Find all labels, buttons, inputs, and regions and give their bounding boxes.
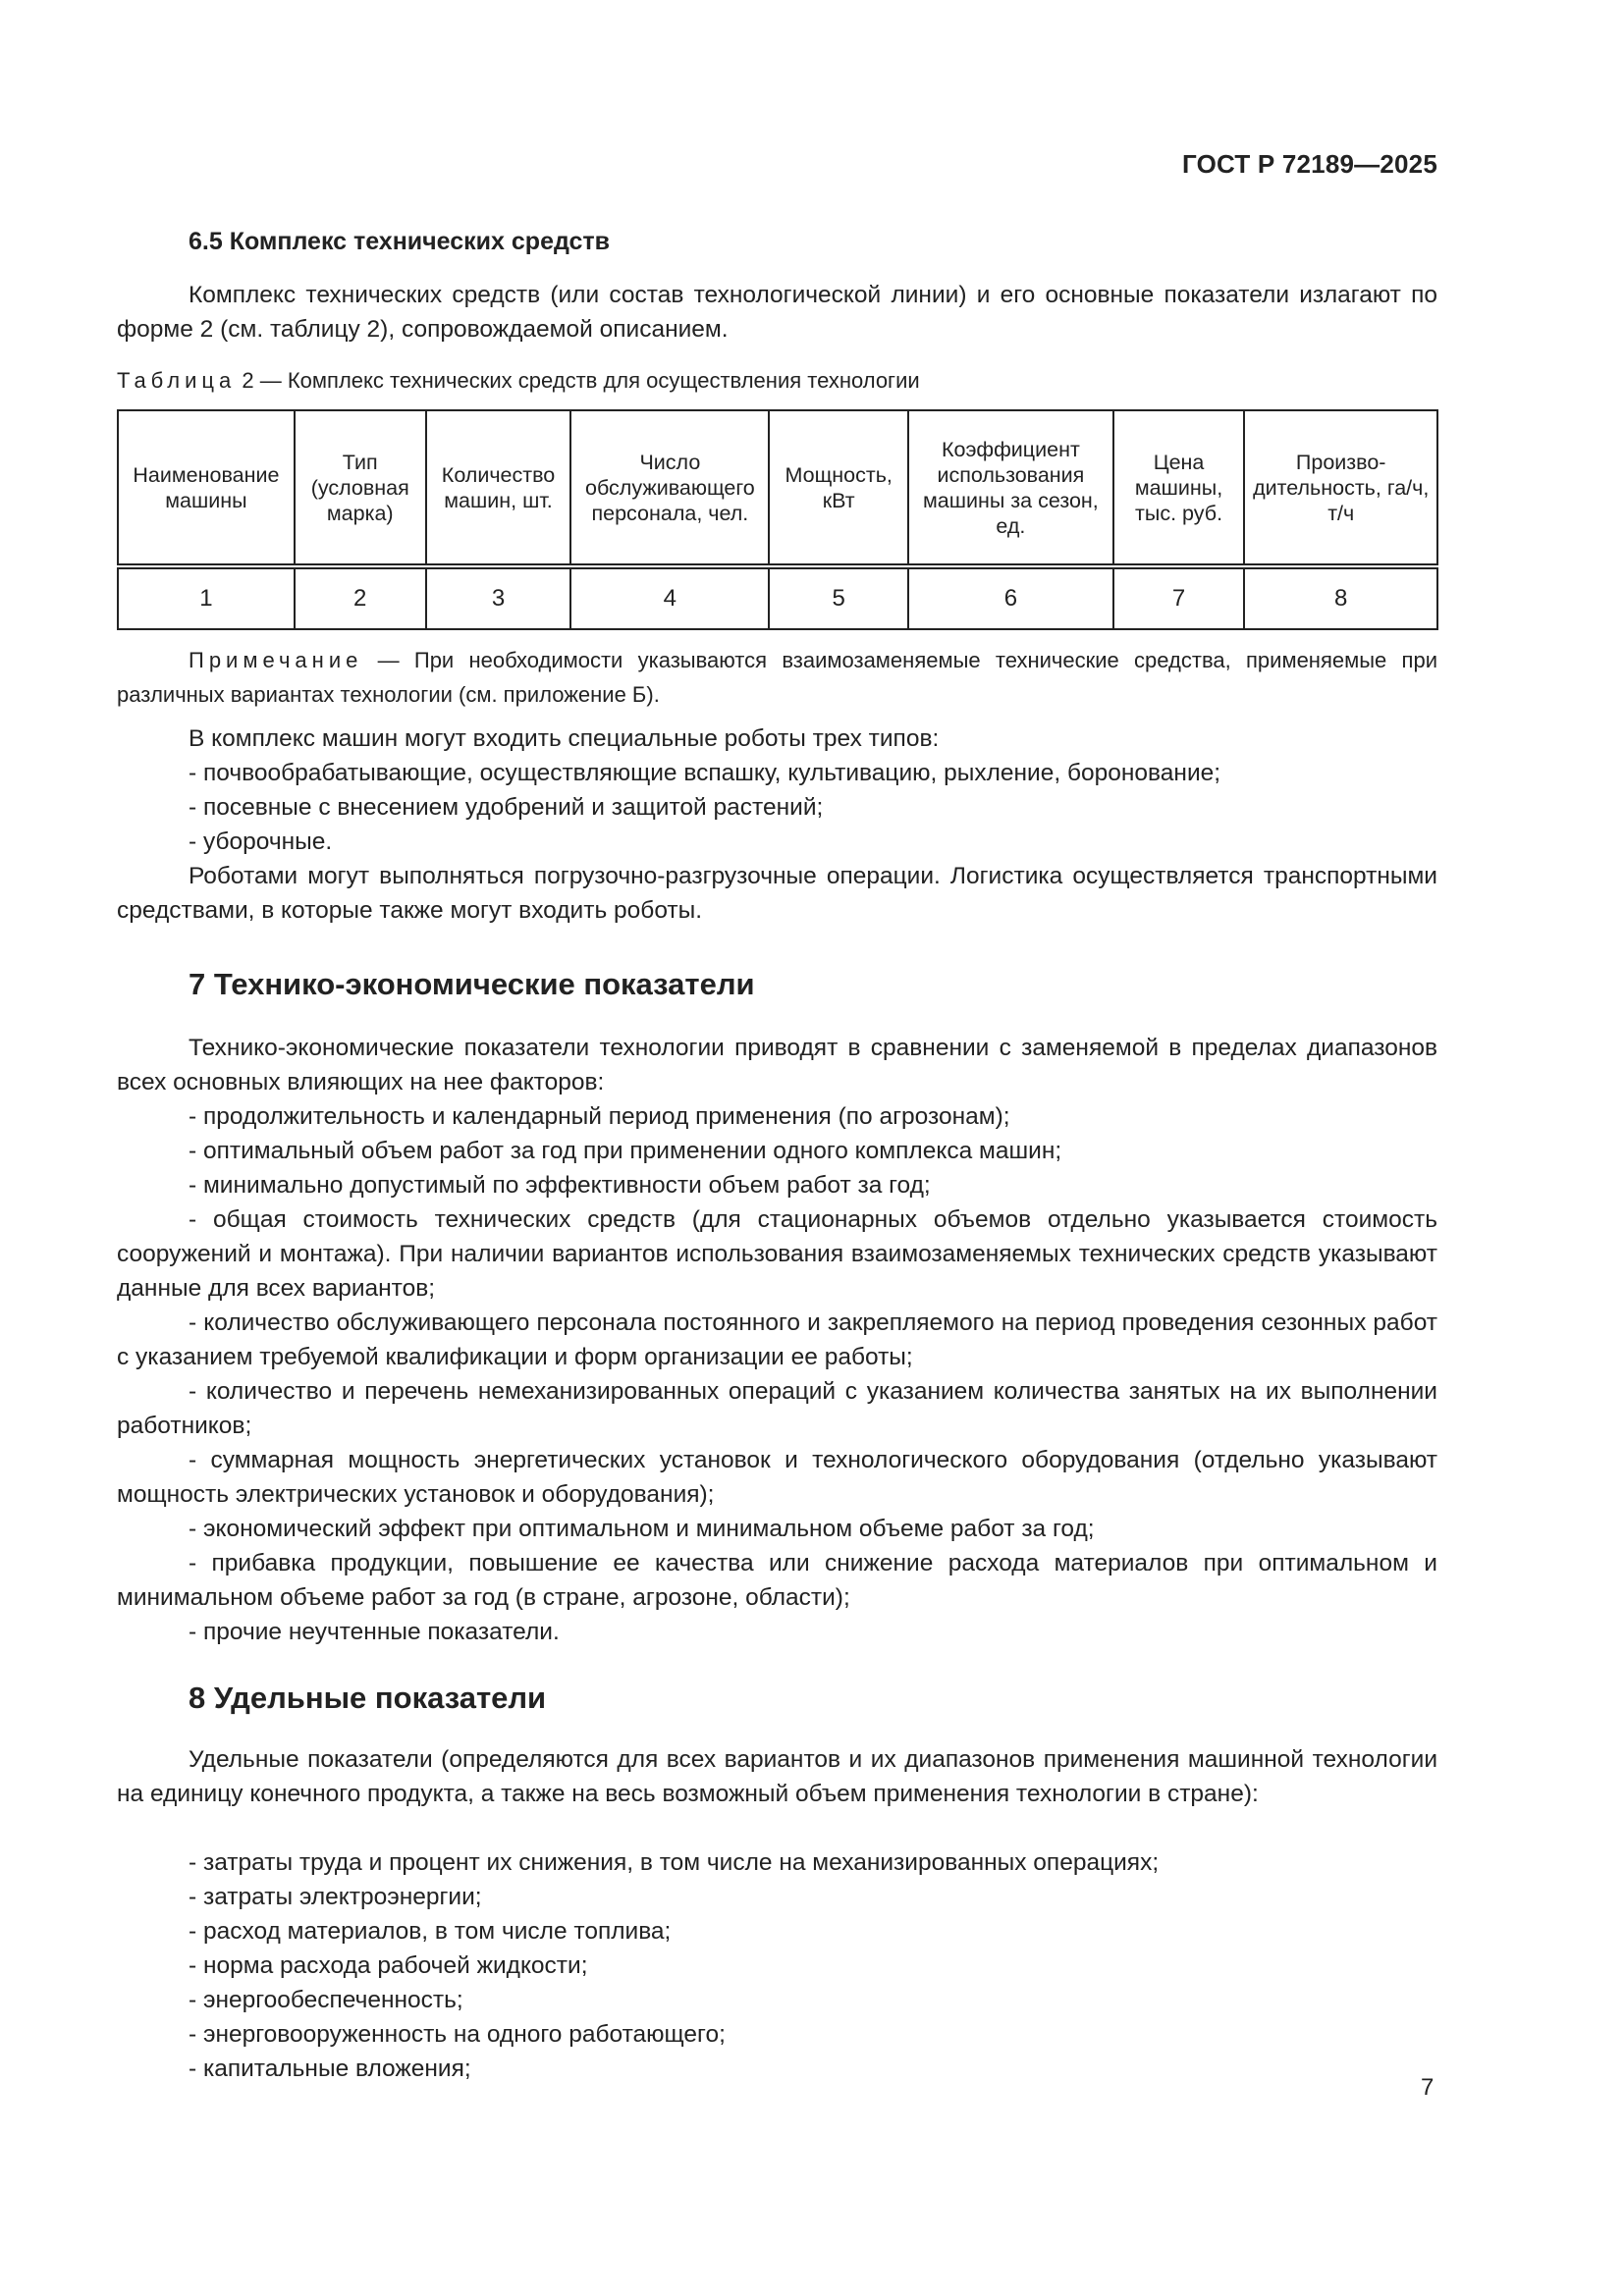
table-note	[117, 643, 1437, 712]
table-header-row	[118, 410, 1437, 566]
table-cell: 6	[908, 566, 1113, 629]
table-cell: 5	[769, 566, 908, 629]
column-header: Произво-дительность, га/ч, т/ч	[1244, 410, 1437, 566]
table-cell: 3	[426, 566, 571, 629]
technical-means-table	[117, 409, 1438, 630]
paragraph-8-intro: Удельные показатели (определяются для всех вариантов и их диапазонов применения машинной технологии на единицу конечного продукта, а также на весь возможный объем применения технологии в стране):	[117, 1746, 1437, 1807]
column-header: Мощность, кВт	[769, 410, 908, 566]
list-item: - норма расхода рабочей жидкости;	[189, 1952, 588, 1979]
column-header: Коэффициент использования машины за сезон, ед.	[908, 410, 1113, 566]
list-item: - прочие неучтенные показатели.	[189, 1619, 560, 1645]
subsection-heading-6-5: 6.5 Комплекс технических средств	[189, 228, 611, 255]
note-text: — При необходимости указываются взаимозаменяемые технические средства, применяемые при различных вариантах технологии (см. приложение Б).	[117, 648, 1437, 707]
section-heading-7: 7 Технико-экономические показатели	[189, 967, 755, 1001]
table-caption	[117, 368, 920, 394]
column-header: Тип (условная марка)	[295, 410, 426, 566]
list-item: - почвообрабатывающие, осуществляющие вспашку, культивацию, рыхление, боронование;	[189, 760, 1221, 786]
table-cell: 8	[1244, 566, 1437, 629]
column-header: Количество машин, шт.	[426, 410, 571, 566]
list-item: - уборочные.	[189, 828, 333, 855]
list-item: - энергообеспеченность;	[189, 1987, 463, 2013]
paragraph-robots-intro: В комплекс машин могут входить специальные роботы трех типов:	[189, 725, 940, 752]
table-row	[118, 566, 1437, 629]
list-item: - количество и перечень немеханизированных операций с указанием количества занятых на их выполнении работников;	[117, 1378, 1437, 1439]
document-code: ГОСТ Р 72189—2025	[1182, 149, 1437, 179]
table-cell: 1	[118, 566, 295, 629]
list-item: - суммарная мощность энергетических установок и технологического оборудования (отдельно указывают мощность электрических установок и оборудования);	[117, 1447, 1437, 1508]
column-header: Наименование машины	[118, 410, 295, 566]
list-item: - общая стоимость технических средств (для стационарных объемов отдельно указывается стоимость сооружений и монтажа). При наличии вариантов использования взаимозаменяемых технических средств указывают данные для всех вариантов;	[117, 1206, 1437, 1302]
list-item: - экономический эффект при оптимальном и минимальном объеме работ за год;	[189, 1516, 1095, 1542]
list-item: - оптимальный объем работ за год при применении одного комплекса машин;	[189, 1138, 1062, 1164]
column-header: Цена машины, тыс. руб.	[1113, 410, 1245, 566]
list-item: - прибавка продукции, повышение ее качества или снижение расхода материалов при оптимальном и минимальном объеме работ за год (в стране, агрозоне, области);	[117, 1550, 1437, 1611]
paragraph-logistics: Роботами могут выполняться погрузочно-разгрузочные операции. Логистика осуществляется транспортными средствами, в которые также могут входить роботы.	[117, 863, 1437, 924]
list-item: - посевные с внесением удобрений и защитой растений;	[189, 794, 824, 821]
table-cell: 7	[1113, 566, 1245, 629]
list-item: - расход материалов, в том числе топлива;	[189, 1918, 672, 1945]
table-caption-prefix: Таблица	[117, 368, 237, 393]
list-item: - количество обслуживающего персонала постоянного и закрепляемого на период проведения сезонных работ с указанием требуемой квалификации и форм организации ее работы;	[117, 1309, 1437, 1370]
list-item: - затраты труда и процент их снижения, в том числе на механизированных операциях;	[189, 1849, 1160, 1876]
list-item: - продолжительность и календарный период применения (по агрозонам);	[189, 1103, 1010, 1130]
note-label: Примечание	[189, 648, 363, 672]
table-cell: 4	[570, 566, 769, 629]
list-item: - энерговооруженность на одного работающего;	[189, 2021, 726, 2048]
section-heading-8: 8 Удельные показатели	[189, 1681, 547, 1715]
list-item: - затраты электроэнергии;	[189, 1884, 482, 1910]
list-item: - минимально допустимый по эффективности объем работ за год;	[189, 1172, 931, 1199]
paragraph-6-5-intro: Комплекс технических средств (или состав технологической линии) и его основные показатели излагают по форме 2 (см. таблицу 2), сопровождаемой описанием.	[117, 282, 1437, 343]
column-header: Число обслуживающего персонала, чел.	[570, 410, 769, 566]
table-caption-text: 2 — Комплекс технических средств для осуществления технологии	[242, 368, 920, 393]
paragraph-7-intro: Технико-экономические показатели технологии приводят в сравнении с заменяемой в пределах диапазонов всех основных влияющих на нее факторов:	[117, 1035, 1437, 1095]
page-number: 7	[1421, 2074, 1435, 2101]
table-cell: 2	[295, 566, 426, 629]
list-item: - капитальные вложения;	[189, 2056, 471, 2082]
